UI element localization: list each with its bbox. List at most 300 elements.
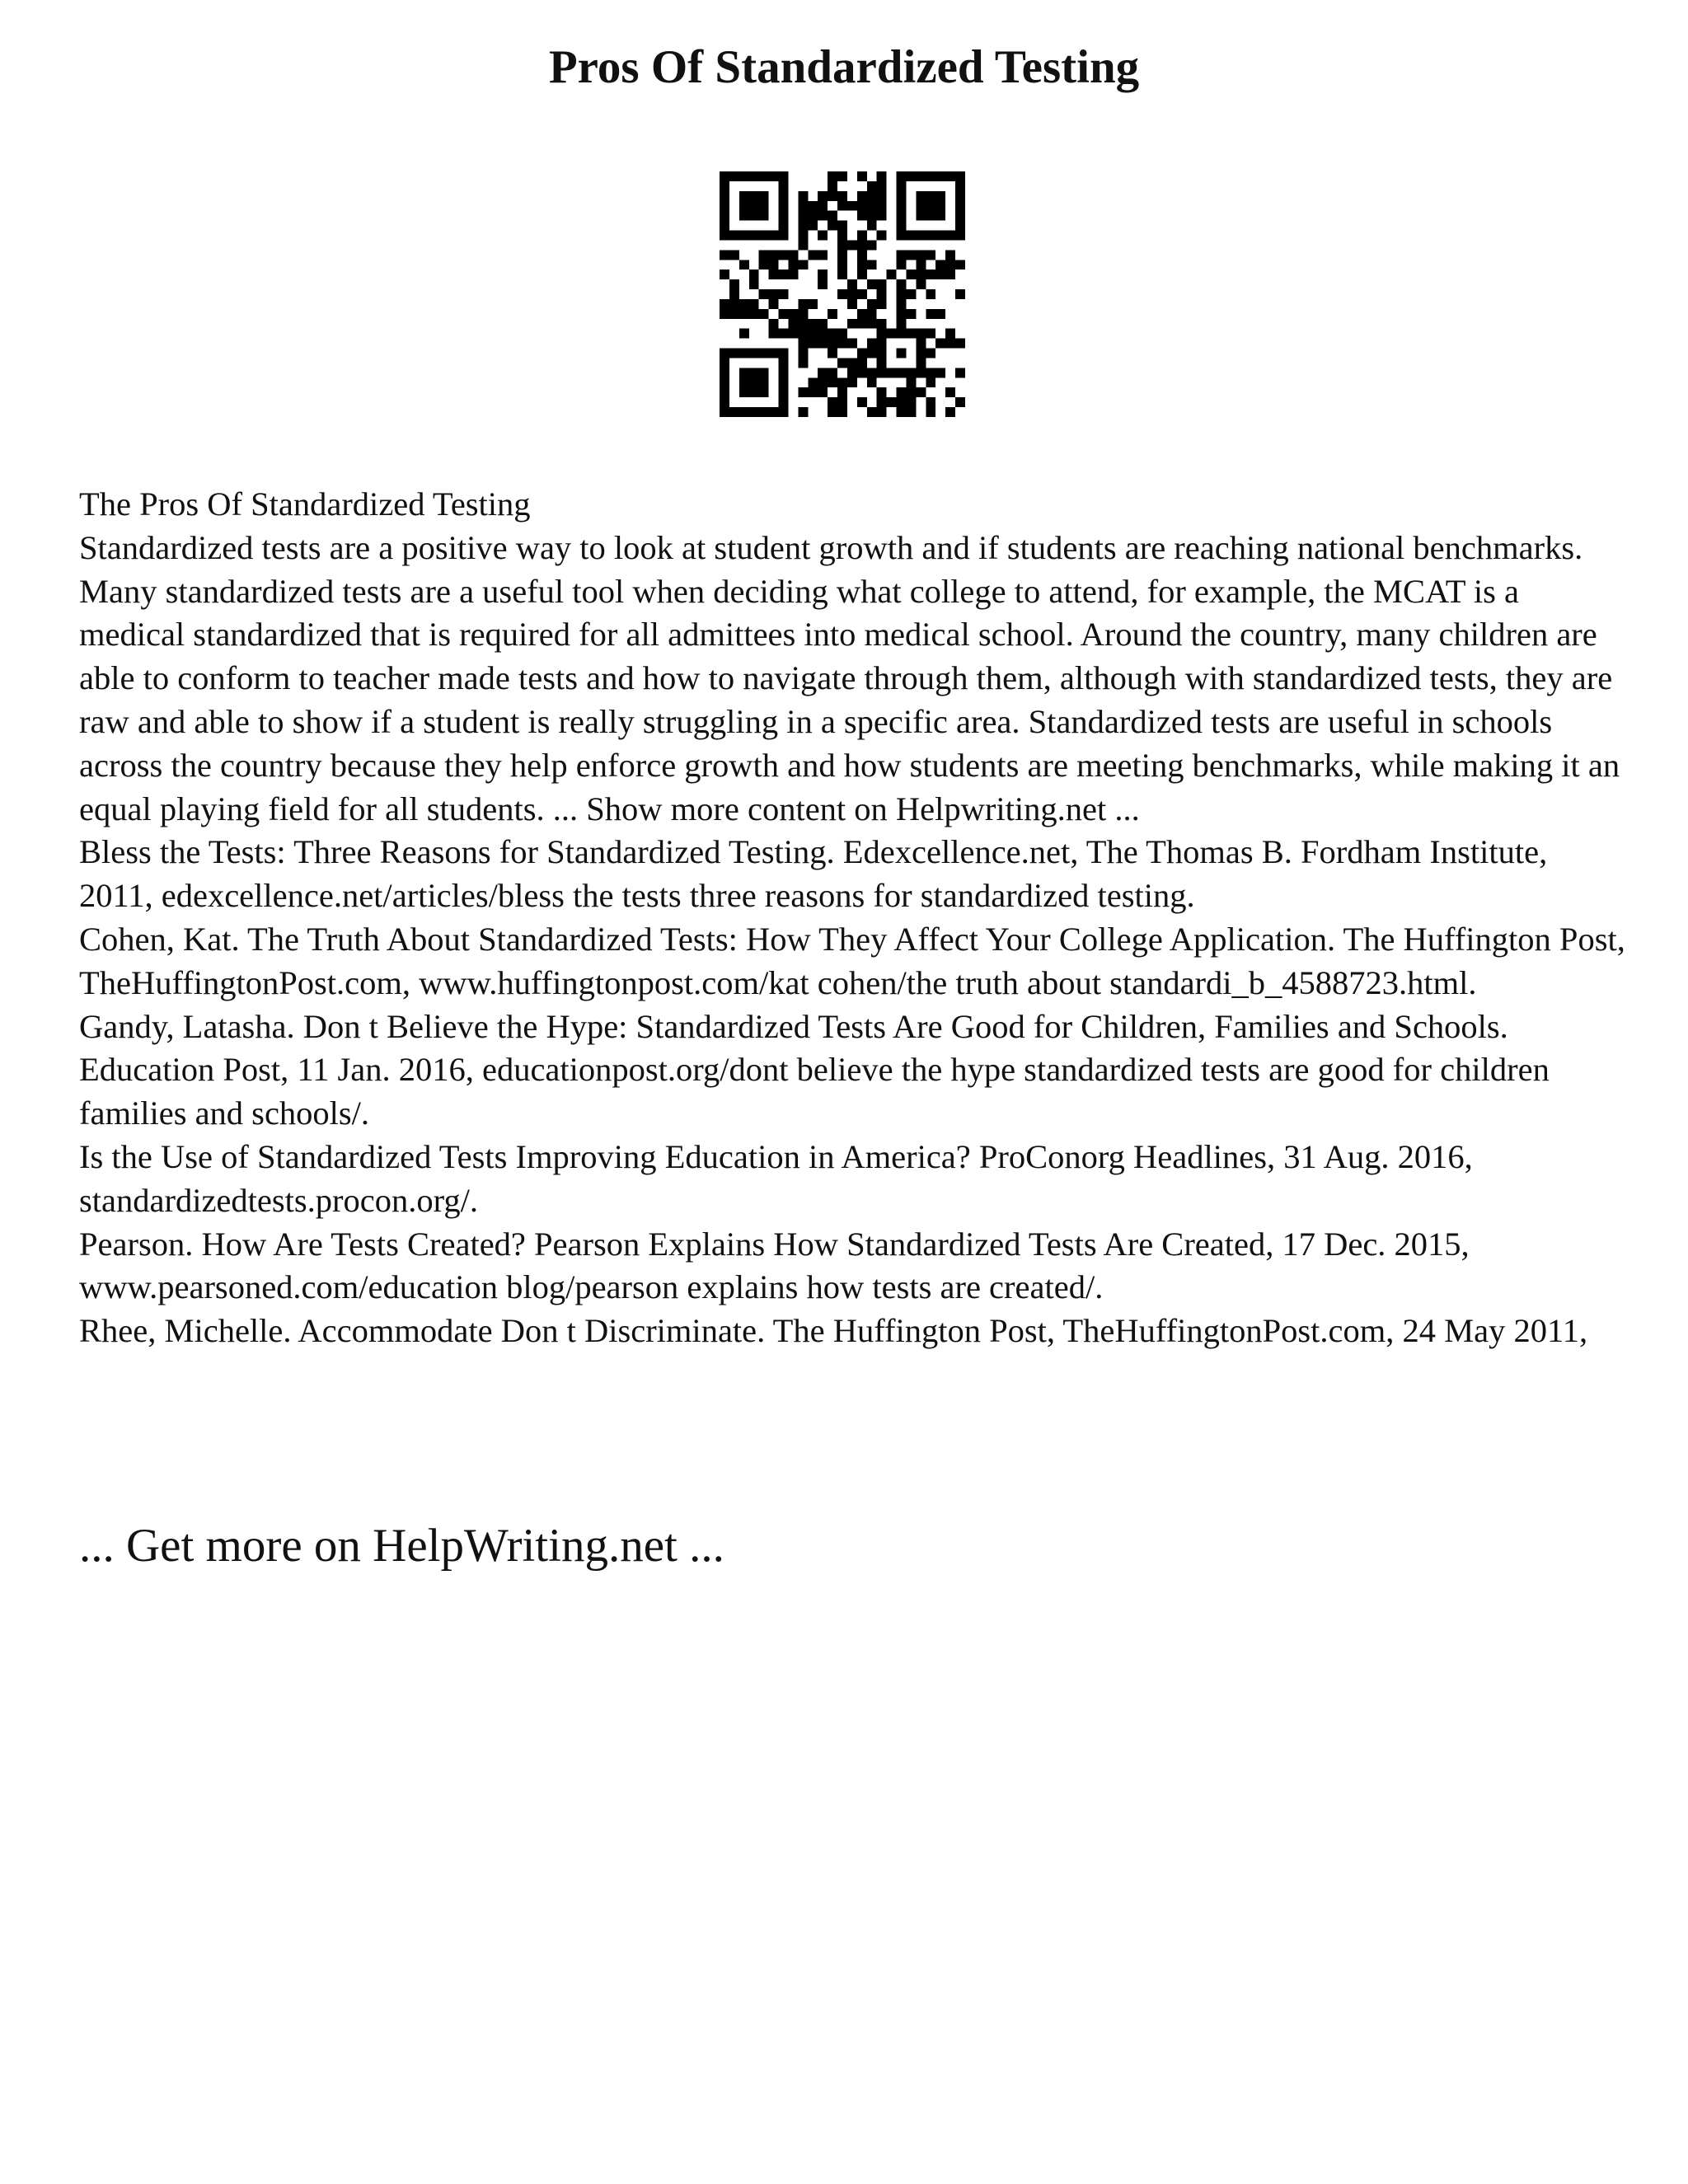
qr-module [916,250,926,260]
reference-entry: Rhee, Michelle. Accommodate Don t Discriminate. The Huffington Post, TheHuffingtonPost.com, 24 May 2011, [79,1312,1588,1350]
qr-module [739,377,749,387]
qr-module [916,191,926,201]
qr-module [916,260,926,269]
qr-module [837,260,847,269]
qr-module [818,339,828,349]
qr-module [779,349,789,359]
qr-module [897,221,907,231]
qr-module [955,221,965,231]
qr-module [945,250,955,260]
qr-module [926,377,935,387]
qr-module [837,387,847,397]
qr-module [955,191,965,201]
qr-module [926,407,935,417]
qr-module [926,349,935,359]
qr-module [828,407,837,417]
qr-module [867,240,877,250]
qr-module [739,329,749,339]
qr-module [818,269,828,279]
qr-module [867,319,877,329]
qr-module [916,368,926,377]
qr-module [906,368,916,377]
qr-module [867,407,877,417]
qr-module [798,358,808,368]
qr-module [759,349,769,359]
qr-module [906,250,916,260]
qr-module [837,269,847,279]
qr-module [837,171,847,181]
qr-module [935,269,945,279]
qr-module [847,289,857,299]
qr-module [945,329,955,339]
qr-module [897,171,907,181]
qr-module [739,201,749,211]
reference-entry: Is the Use of Standardized Tests Improving Education in America? ProConorg Headlines, 31 Aug. 2016, standardizedtests.procon.org/. [79,1137,1473,1219]
reference-entry: Bless the Tests: Three Reasons for Standardized Testing. Edexcellence.net, The Thomas B. Fordham Institute, 2011, edexcellence.net/articles/bless the tests three reasons for standardized testing. [79,833,1548,915]
qr-module [720,211,729,221]
qr-module [926,368,935,377]
qr-module [808,387,818,397]
qr-code-icon [720,171,965,417]
qr-module [788,269,798,279]
qr-module [779,171,789,181]
qr-module [818,191,828,201]
qr-module [857,368,867,377]
qr-module [779,377,789,387]
qr-module [749,191,759,201]
qr-module [945,231,955,241]
qr-module [906,171,916,181]
qr-module [749,201,759,211]
qr-module [798,191,808,201]
qr-module [720,250,729,260]
qr-module [955,368,965,377]
qr-module [837,377,847,387]
qr-module [818,211,828,221]
qr-module [779,191,789,201]
qr-module [867,368,877,377]
qr-module [955,231,965,241]
qr-module [739,260,749,269]
qr-module [877,319,887,329]
qr-module [749,231,759,241]
qr-module [916,279,926,289]
qr-module [867,221,877,231]
qr-module [897,397,907,407]
article-paragraph: Standardized tests are a positive way to look at student growth and if students are reaching national benchmarks. Many standardized tests are a useful tool when deciding what college to attend, for example, the MCAT is a medical standardized that is required for all admittees into medical school. Around the country, many children are able to conform to teacher made tests and how to navigate through them, although with standardized tests, they are raw and able to show if a student is really struggling in a specific area. Standardized tests are useful in schools across the country because they help enforce growth and how students are meeting benchmarks, while making it an equal playing field for all students. ... Show more content on Helpwriting.net ... [79,528,1620,827]
qr-module [759,368,769,377]
qr-module [897,387,907,397]
qr-module [877,299,887,309]
qr-module [739,231,749,241]
qr-module [828,221,837,231]
qr-module [906,397,916,407]
qr-module [798,319,808,329]
qr-module [857,171,867,181]
qr-module [818,387,828,397]
qr-module [729,407,739,417]
qr-module [779,387,789,397]
qr-module [847,279,857,289]
qr-module [808,201,818,211]
qr-module [739,349,749,359]
qr-module [847,299,857,309]
qr-module [779,250,789,260]
qr-module [828,339,837,349]
qr-module [867,349,877,359]
qr-module [945,407,955,417]
qr-module [739,211,749,221]
qr-module [877,387,887,397]
qr-module [837,407,847,417]
qr-module [749,377,759,387]
qr-module [798,387,808,397]
qr-module [926,191,935,201]
qr-module [798,260,808,269]
qr-module [867,339,877,349]
qr-module [877,171,887,181]
qr-module [867,211,877,221]
qr-module [857,319,867,329]
qr-module [857,309,867,319]
qr-module [906,387,916,397]
qr-module [837,221,847,231]
qr-module [955,171,965,181]
qr-module [926,171,935,181]
qr-module [877,279,887,289]
qr-module [897,349,907,359]
qr-module [847,377,857,387]
qr-module [769,299,779,309]
qr-module [906,329,916,339]
qr-module [759,231,769,241]
qr-module [798,349,808,359]
qr-module [798,201,808,211]
qr-module [818,329,828,339]
qr-module [769,329,779,339]
qr-module [749,387,759,397]
qr-module [857,358,867,368]
qr-module [847,358,857,368]
qr-module [877,368,887,377]
qr-module [857,289,867,299]
qr-module [867,377,877,387]
qr-module [808,377,818,387]
qr-module [729,250,739,260]
qr-module [769,289,779,299]
qr-module [887,269,897,279]
qr-module [877,191,887,201]
qr-module [779,269,789,279]
qr-module [720,181,729,191]
qr-module [739,171,749,181]
qr-module [837,289,847,299]
qr-module [788,260,798,269]
qr-module [857,201,867,211]
qr-module [887,397,897,407]
qr-module [926,309,935,319]
qr-module [857,250,867,260]
qr-module [897,368,907,377]
qr-module [828,191,837,201]
qr-module [955,201,965,211]
qr-module [906,407,916,417]
qr-module [749,368,759,377]
qr-module [759,260,769,269]
qr-module [877,329,887,339]
qr-module [906,377,916,387]
qr-module [867,299,877,309]
qr-module [926,289,935,299]
qr-module [769,349,779,359]
qr-module [897,181,907,191]
qr-module [926,250,935,260]
qr-module [897,329,907,339]
qr-module [926,231,935,241]
qr-module [935,191,945,201]
qr-code [720,171,965,417]
qr-module [828,377,837,387]
qr-module [837,240,847,250]
qr-module [916,329,926,339]
qr-module [798,309,808,319]
qr-module [897,191,907,201]
qr-module [720,387,729,397]
qr-module [916,339,926,349]
qr-module [877,211,887,221]
qr-module [897,231,907,241]
qr-module [955,260,965,269]
qr-module [739,407,749,417]
qr-module [857,269,867,279]
page-title: Pros Of Standardized Testing [548,41,1140,93]
qr-module [720,231,729,241]
qr-module [729,309,739,319]
qr-module [857,260,867,269]
qr-module [847,368,857,377]
qr-module [769,231,779,241]
qr-module [788,329,798,339]
qr-module [720,299,729,309]
qr-module [955,211,965,221]
qr-module [779,358,789,368]
qr-module [808,319,818,329]
qr-module [945,387,955,397]
qr-module [906,289,916,299]
qr-module [808,221,818,231]
qr-module [798,329,808,339]
qr-module [779,397,789,407]
qr-module [818,319,828,329]
article-heading: The Pros Of Standardized Testing [79,485,531,523]
qr-module [887,368,897,377]
qr-module [867,260,877,269]
qr-module [828,181,837,191]
qr-module [769,319,779,329]
qr-module [837,250,847,260]
qr-module [877,231,887,241]
qr-module [759,191,769,201]
qr-module [720,407,729,417]
qr-module [749,279,759,289]
qr-module [818,377,828,387]
qr-module [779,309,789,319]
qr-module [877,407,887,417]
qr-module [935,260,945,269]
qr-module [720,269,729,279]
qr-module [779,329,789,339]
qr-module [739,368,749,377]
qr-module [808,250,818,260]
qr-module [828,211,837,221]
qr-module [837,201,847,211]
qr-module [759,201,769,211]
qr-module [808,329,818,339]
qr-module [798,211,808,221]
qr-module [720,377,729,387]
qr-module [897,407,907,417]
qr-module [759,171,769,181]
qr-module [847,240,857,250]
qr-module [857,240,867,250]
qr-module [739,299,749,309]
qr-module [837,339,847,349]
qr-module [906,269,916,279]
qr-module [749,211,759,221]
qr-module [759,377,769,387]
qr-module [867,279,877,289]
qr-module [935,171,945,181]
qr-module [759,387,769,397]
qr-module [739,191,749,201]
qr-module [779,289,789,299]
qr-module [945,171,955,181]
qr-module [857,349,867,359]
qr-module [749,349,759,359]
qr-module [916,211,926,221]
reference-entry: Pearson. How Are Tests Created? Pearson Explains How Standardized Tests Are Created, 17 Dec. 2015, www.pearsoned.com/education blog/pearson explains how tests are created/. [79,1225,1470,1306]
qr-module [935,368,945,377]
qr-module [897,260,907,269]
qr-module [945,269,955,279]
qr-module [837,191,847,201]
qr-module [916,358,926,368]
qr-module [739,309,749,319]
qr-module [926,397,935,407]
qr-module [788,319,798,329]
qr-module [847,319,857,329]
qr-module [729,231,739,241]
qr-module [916,269,926,279]
qr-module [720,358,729,368]
qr-module [759,407,769,417]
qr-module [769,250,779,260]
qr-module [926,329,935,339]
qr-module [847,201,857,211]
qr-module [729,349,739,359]
qr-module [828,397,837,407]
qr-module [926,269,935,279]
qr-module [749,407,759,417]
qr-module [788,309,798,319]
qr-module [916,231,926,241]
qr-module [837,329,847,339]
qr-module [779,211,789,221]
qr-module [720,191,729,201]
qr-module [818,279,828,289]
qr-module [867,201,877,211]
qr-module [749,309,759,319]
get-more-link[interactable]: ... Get more on HelpWriting.net ... [79,1520,724,1572]
qr-module [926,201,935,211]
qr-module [877,349,887,359]
qr-module [906,309,916,319]
qr-module [749,171,759,181]
qr-module [897,201,907,211]
reference-entry: Cohen, Kat. The Truth About Standardized Tests: How They Affect Your College Application. The Huffington Post, TheHuffingtonPost.com, www.huffingtonpost.com/kat cohen/the truth about standardi_b_4588723.html. [79,920,1625,1001]
qr-module [828,171,837,181]
qr-module [779,407,789,417]
qr-module [857,231,867,241]
qr-module [818,250,828,260]
qr-module [828,349,837,359]
qr-module [779,368,789,377]
qr-module [729,279,739,289]
qr-module [759,250,769,260]
qr-module [945,339,955,349]
qr-module [828,368,837,377]
qr-module [788,250,798,260]
qr-module [798,231,808,241]
qr-module [837,397,847,407]
reference-entry: Gandy, Latasha. Don t Believe the Hype: Standardized Tests Are Good for Children, Families and Schools. Education Post, 11 Jan. 2016, educationpost.org/dont believe the hype standardized tests are good for children families and schools/. [79,1007,1550,1132]
qr-module [897,299,907,309]
qr-module [769,171,779,181]
qr-module [749,269,759,279]
qr-module [877,397,887,407]
qr-module [739,387,749,397]
qr-module [906,231,916,241]
qr-module [837,358,847,368]
qr-module [867,191,877,201]
qr-module [818,368,828,377]
qr-module [955,181,965,191]
qr-module [837,231,847,241]
qr-module [935,309,945,319]
qr-module [916,387,926,397]
qr-module [720,221,729,231]
qr-module [877,358,887,368]
qr-module [798,299,808,309]
qr-module [916,201,926,211]
qr-module [720,397,729,407]
qr-module [720,309,729,319]
qr-module [729,299,739,309]
qr-module [828,329,837,339]
qr-module [897,319,907,329]
qr-module [877,289,887,299]
qr-module [955,339,965,349]
qr-module [945,260,955,269]
qr-module [779,221,789,231]
qr-module [749,299,759,309]
qr-module [897,211,907,221]
qr-module [759,309,769,319]
qr-module [867,309,877,319]
qr-module [720,201,729,211]
qr-module [720,349,729,359]
qr-module [729,171,739,181]
